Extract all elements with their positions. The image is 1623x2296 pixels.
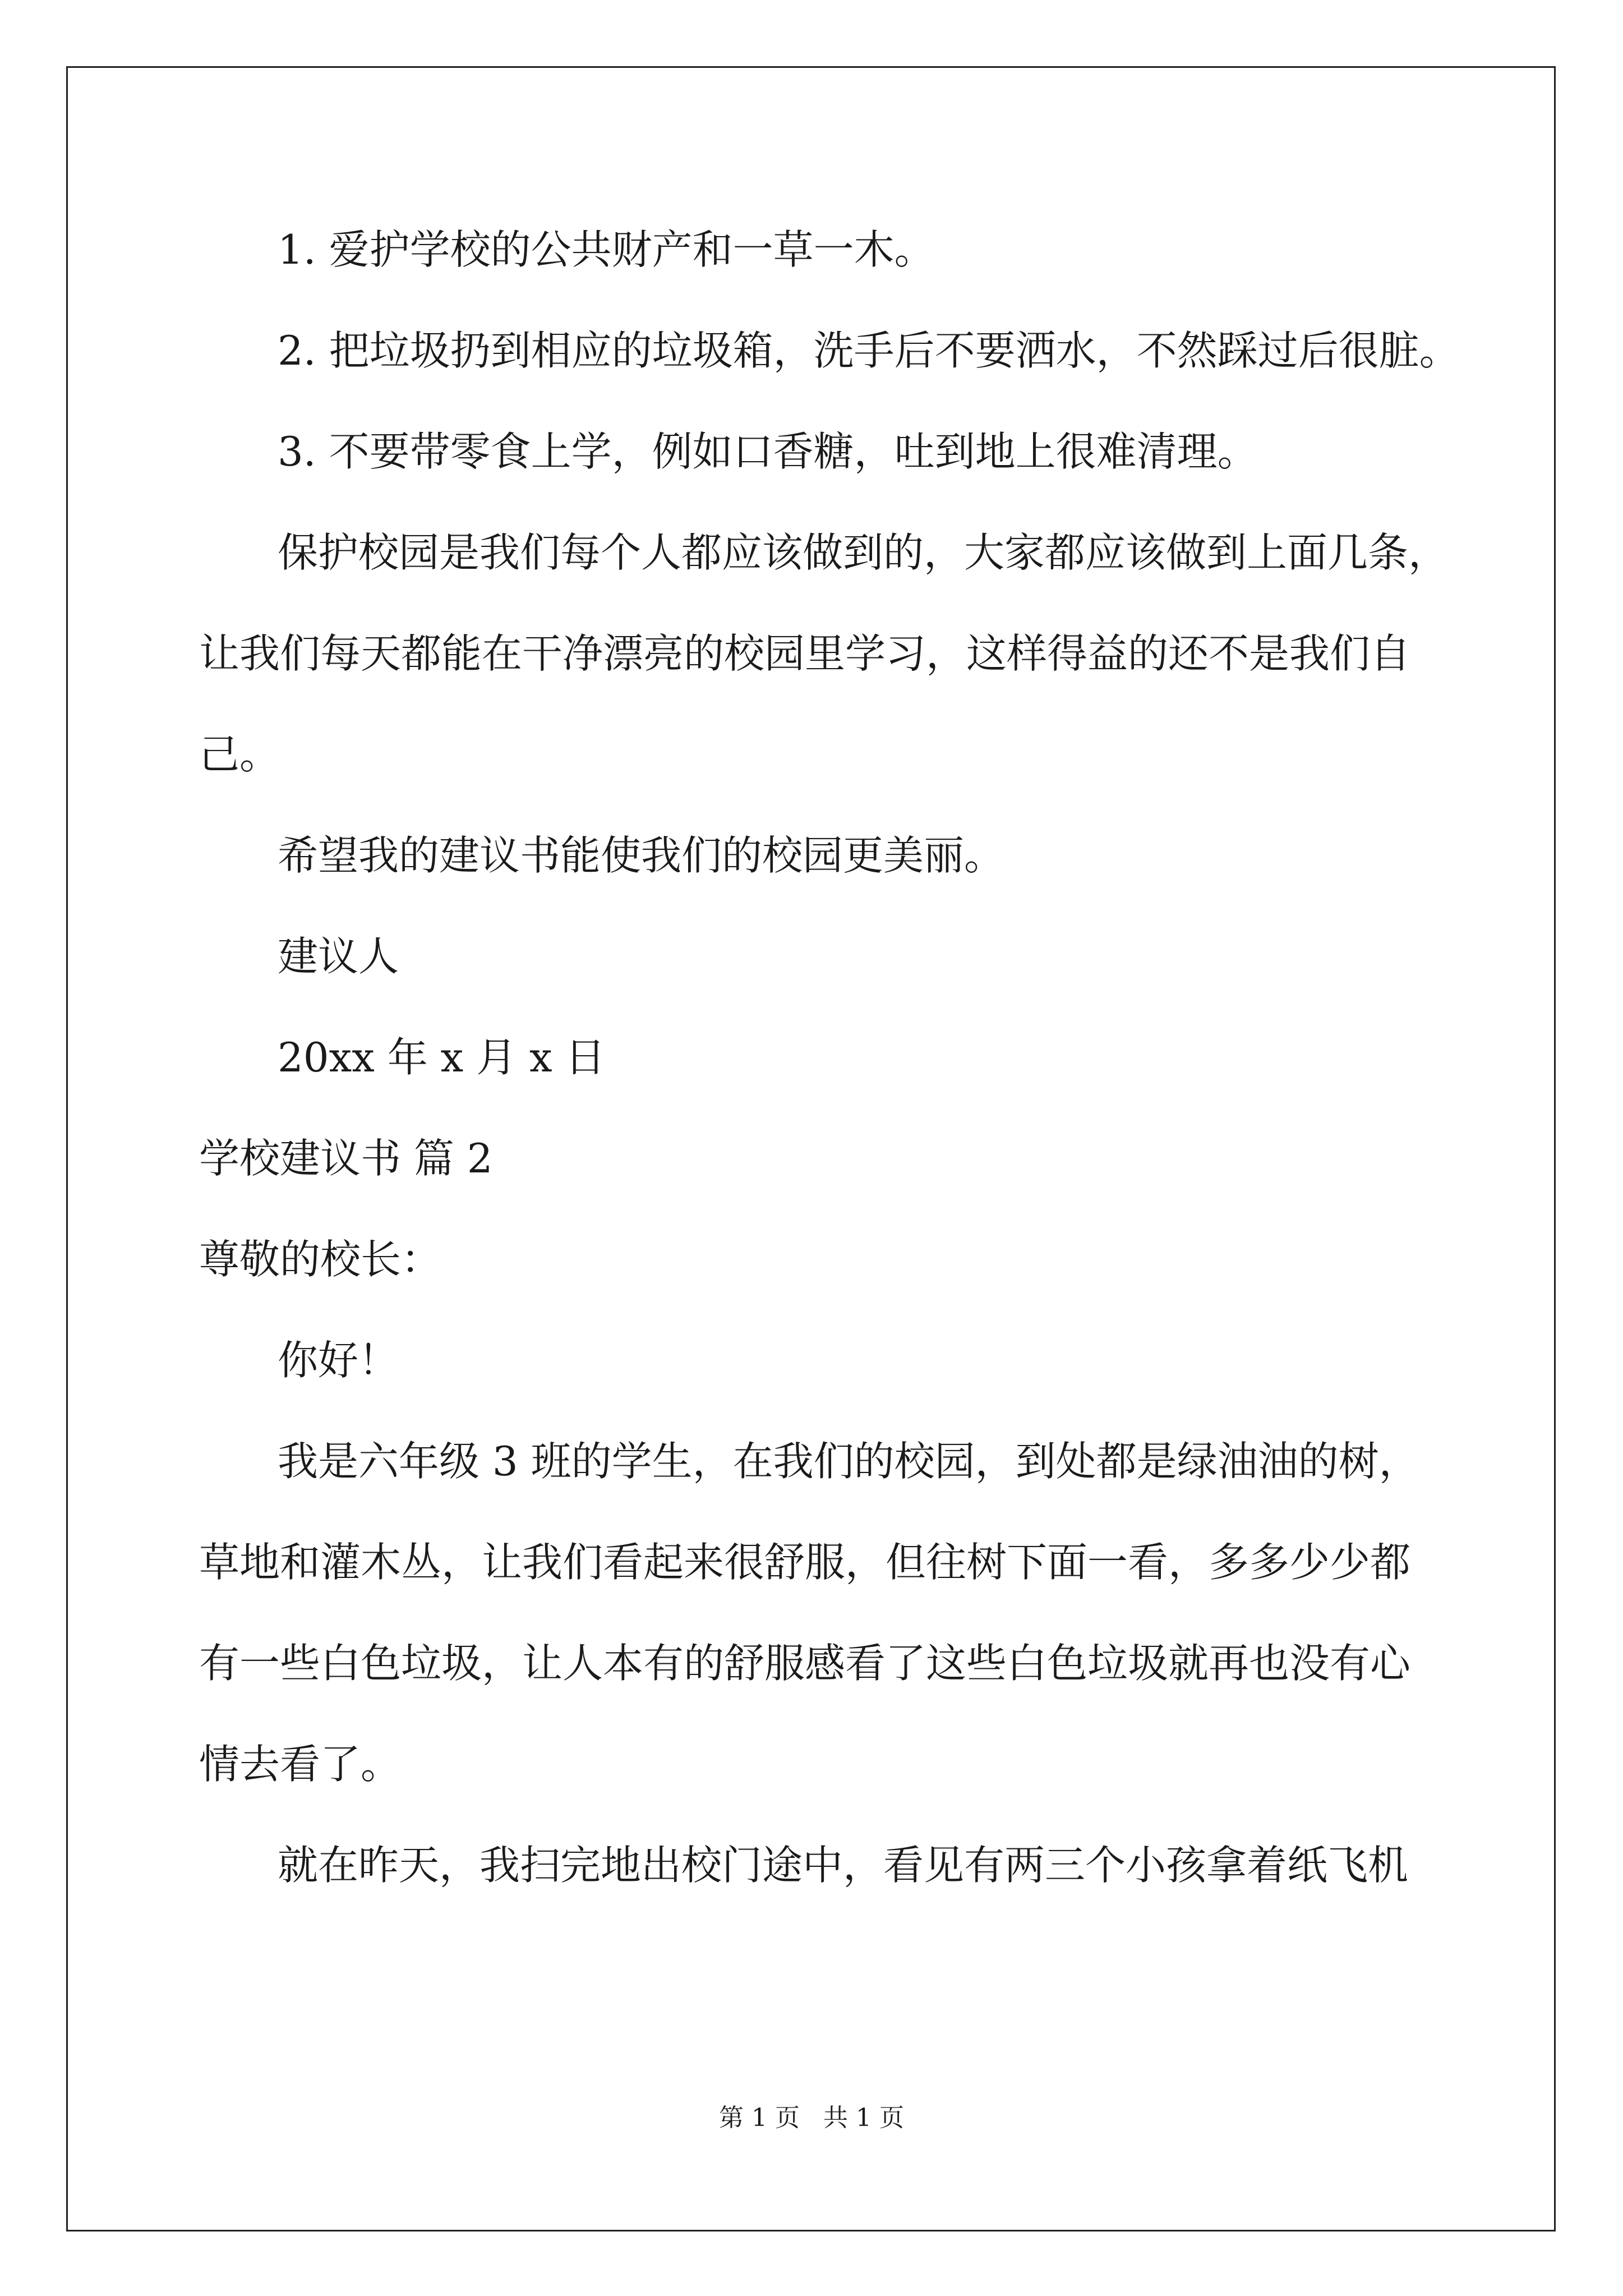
page-footer [0, 2102, 1623, 2134]
date-line: 20xx 年 x 月 x 日 [278, 1034, 606, 1081]
paragraph-line: 有一些白色垃圾，让人本有的舒服感看了这些白色垃圾就再也没有心 [199, 1640, 1411, 1687]
paragraph-line: 己。 [199, 731, 280, 778]
paragraph-line: 希望我的建议书能使我们的校园更美丽。 [278, 832, 1005, 879]
section-heading: 学校建议书 篇 2 [199, 1135, 493, 1182]
paragraph-line: 草地和灌木丛，让我们看起来很舒服，但往树下面一看，多多少少都 [199, 1539, 1411, 1586]
greeting: 你好！ [278, 1337, 399, 1384]
paragraph-line: 我是六年级 3 班的学生，在我们的校园，到处都是绿油油的树， [278, 1438, 1419, 1485]
list-item-3: 3. 不要带零食上学，例如口香糖，吐到地上很难清理。 [278, 428, 1258, 475]
paragraph-line: 就在昨天，我扫完地出校门途中，看见有两三个小孩拿着纸飞机 [278, 1842, 1409, 1889]
list-item-1: 1. 爱护学校的公共财产和一草一木。 [278, 226, 935, 273]
salutation: 尊敬的校长： [199, 1236, 442, 1283]
paragraph-line: 保护校园是我们每个人都应该做到的，大家都应该做到上面几条， [278, 529, 1449, 576]
paragraph-line: 让我们每天都能在干净漂亮的校园里学习，这样得益的还不是我们自 [199, 630, 1411, 677]
signature-label: 建议人 [278, 933, 399, 980]
list-item-2: 2. 把垃圾扔到相应的垃圾箱，洗手后不要洒水，不然踩过后很脏。 [278, 327, 1460, 374]
paragraph-line: 情去看了。 [199, 1741, 402, 1788]
page-number: 第 1 页 [719, 2104, 800, 2132]
page-total: 共 1 页 [823, 2104, 904, 2132]
